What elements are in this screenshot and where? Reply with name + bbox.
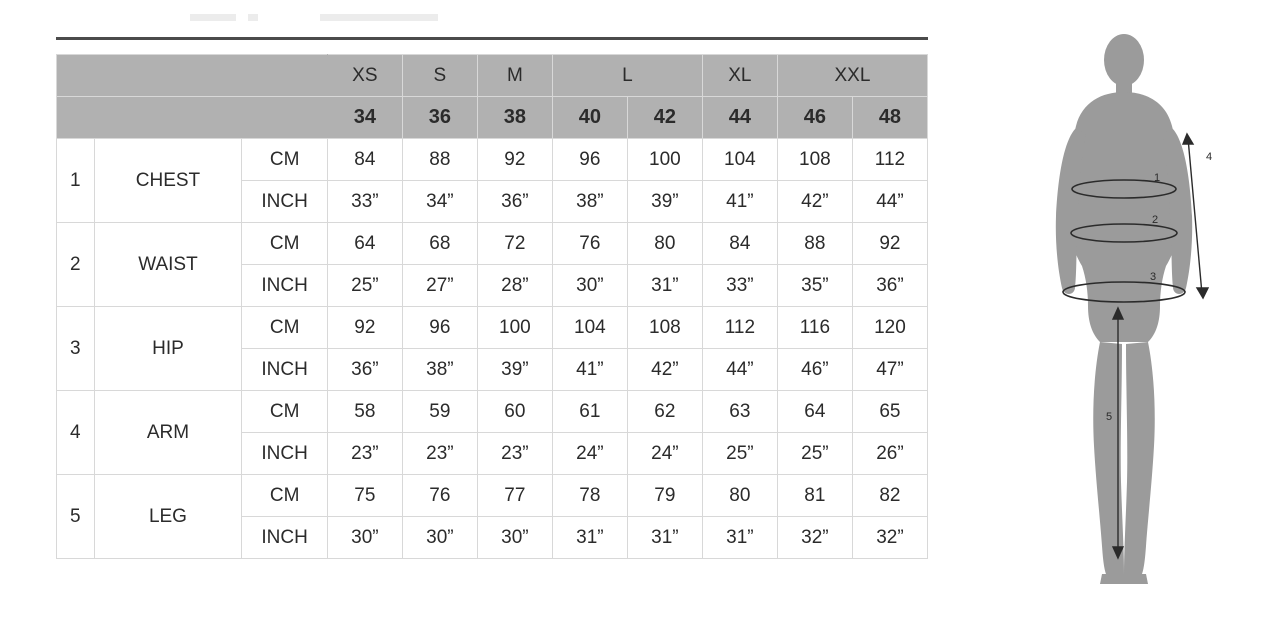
cell-leg-cm-44: 80 (702, 475, 777, 517)
unit-inch-hip: INCH (242, 349, 327, 391)
cell-waist-cm-34: 64 (327, 223, 402, 265)
cell-hip-inch-44: 44” (702, 349, 777, 391)
cell-chest-inch-36: 34” (402, 181, 477, 223)
header-size-xl: XL (702, 55, 777, 97)
cell-chest-cm-46: 108 (777, 139, 852, 181)
header-size-l: L (552, 55, 702, 97)
unit-cm-arm: CM (242, 391, 327, 433)
scan-artifact-1 (190, 14, 236, 21)
size-chart-table (56, 54, 928, 559)
cell-chest-cm-44: 104 (702, 139, 777, 181)
cell-chest-cm-48: 112 (852, 139, 927, 181)
cell-waist-inch-34: 25” (327, 265, 402, 307)
header-blank-cell-2 (57, 97, 328, 139)
marker-2-label: 2 (1152, 214, 1159, 226)
cell-arm-inch-38: 23” (477, 433, 552, 475)
row-label-hip: HIP (94, 307, 242, 391)
unit-cm-hip: CM (242, 307, 327, 349)
cell-waist-inch-38: 28” (477, 265, 552, 307)
unit-inch-chest: INCH (242, 181, 327, 223)
cell-arm-cm-46: 64 (777, 391, 852, 433)
cell-leg-cm-36: 76 (402, 475, 477, 517)
cell-arm-cm-42: 62 (627, 391, 702, 433)
cell-leg-cm-46: 81 (777, 475, 852, 517)
row-index-3: 3 (57, 307, 95, 391)
cell-arm-inch-48: 26” (852, 433, 927, 475)
cell-leg-inch-44: 31” (702, 517, 777, 559)
table-header-numeric-sizes (57, 97, 928, 139)
unit-cm-leg: CM (242, 475, 327, 517)
cell-hip-cm-40: 104 (552, 307, 627, 349)
cell-leg-cm-42: 79 (627, 475, 702, 517)
row-index-1: 1 (57, 139, 95, 223)
header-rule (56, 37, 928, 40)
cell-hip-inch-48: 47” (852, 349, 927, 391)
row-label-arm: ARM (94, 391, 242, 475)
row-label-chest: CHEST (94, 139, 242, 223)
cell-hip-inch-34: 36” (327, 349, 402, 391)
cell-chest-inch-44: 41” (702, 181, 777, 223)
header-num-38: 38 (477, 97, 552, 139)
cell-chest-inch-34: 33” (327, 181, 402, 223)
cell-hip-cm-42: 108 (627, 307, 702, 349)
cell-leg-cm-38: 77 (477, 475, 552, 517)
cell-chest-inch-40: 38” (552, 181, 627, 223)
unit-inch-waist: INCH (242, 265, 327, 307)
cell-arm-inch-36: 23” (402, 433, 477, 475)
cell-waist-cm-38: 72 (477, 223, 552, 265)
marker-1-label: 1 (1154, 172, 1161, 184)
cell-leg-cm-34: 75 (327, 475, 402, 517)
cell-leg-inch-34: 30” (327, 517, 402, 559)
cell-waist-cm-40: 76 (552, 223, 627, 265)
unit-inch-arm: INCH (242, 433, 327, 475)
cell-leg-inch-36: 30” (402, 517, 477, 559)
cell-chest-cm-34: 84 (327, 139, 402, 181)
cell-hip-inch-36: 38” (402, 349, 477, 391)
cell-leg-inch-38: 30” (477, 517, 552, 559)
cell-arm-inch-46: 25” (777, 433, 852, 475)
header-num-44: 44 (702, 97, 777, 139)
cell-hip-cm-46: 116 (777, 307, 852, 349)
table-row (57, 391, 928, 433)
row-label-waist: WAIST (94, 223, 242, 307)
cell-chest-cm-38: 92 (477, 139, 552, 181)
row-label-leg: LEG (94, 475, 242, 559)
header-size-s: S (402, 55, 477, 97)
cell-leg-cm-40: 78 (552, 475, 627, 517)
cell-hip-inch-42: 42” (627, 349, 702, 391)
cell-arm-inch-42: 24” (627, 433, 702, 475)
size-chart-table-wrap (56, 54, 928, 559)
measurement-figure (1020, 30, 1260, 590)
cell-chest-cm-40: 96 (552, 139, 627, 181)
cell-waist-cm-46: 88 (777, 223, 852, 265)
cell-waist-inch-36: 27” (402, 265, 477, 307)
cell-waist-inch-42: 31” (627, 265, 702, 307)
cell-arm-inch-34: 23” (327, 433, 402, 475)
cell-chest-inch-48: 44” (852, 181, 927, 223)
cell-leg-inch-46: 32” (777, 517, 852, 559)
cell-chest-inch-38: 36” (477, 181, 552, 223)
cell-leg-inch-40: 31” (552, 517, 627, 559)
cell-waist-inch-40: 30” (552, 265, 627, 307)
cell-hip-inch-40: 41” (552, 349, 627, 391)
table-row (57, 307, 928, 349)
cell-hip-inch-38: 39” (477, 349, 552, 391)
female-body-silhouette (1056, 34, 1192, 584)
marker-4-label: 4 (1206, 151, 1213, 163)
header-size-m: M (477, 55, 552, 97)
unit-inch-leg: INCH (242, 517, 327, 559)
cell-chest-inch-46: 42” (777, 181, 852, 223)
cell-arm-cm-48: 65 (852, 391, 927, 433)
header-blank-cell (57, 55, 328, 97)
scan-artifact-3 (320, 14, 438, 21)
cell-arm-cm-38: 60 (477, 391, 552, 433)
header-num-46: 46 (777, 97, 852, 139)
cell-waist-inch-44: 33” (702, 265, 777, 307)
cell-leg-cm-48: 82 (852, 475, 927, 517)
table-row (57, 139, 928, 181)
marker-5-label: 5 (1106, 411, 1113, 423)
cell-hip-cm-48: 120 (852, 307, 927, 349)
marker-3-label: 3 (1150, 271, 1157, 283)
header-size-xxl: XXL (777, 55, 927, 97)
cell-arm-cm-34: 58 (327, 391, 402, 433)
cell-hip-cm-44: 112 (702, 307, 777, 349)
cell-arm-inch-44: 25” (702, 433, 777, 475)
unit-cm-waist: CM (242, 223, 327, 265)
cell-arm-cm-44: 63 (702, 391, 777, 433)
table-row (57, 475, 928, 517)
header-num-34: 34 (327, 97, 402, 139)
cell-chest-cm-36: 88 (402, 139, 477, 181)
cell-waist-cm-44: 84 (702, 223, 777, 265)
header-num-36: 36 (402, 97, 477, 139)
cell-hip-cm-34: 92 (327, 307, 402, 349)
cell-arm-inch-40: 24” (552, 433, 627, 475)
cell-chest-cm-42: 100 (627, 139, 702, 181)
cell-hip-inch-46: 46” (777, 349, 852, 391)
cell-leg-inch-48: 32” (852, 517, 927, 559)
cell-leg-inch-42: 31” (627, 517, 702, 559)
table-row (57, 223, 928, 265)
table-header-letter-sizes (57, 55, 928, 97)
cell-waist-inch-48: 36” (852, 265, 927, 307)
header-size-xs: XS (327, 55, 402, 97)
cell-hip-cm-38: 100 (477, 307, 552, 349)
cell-hip-cm-36: 96 (402, 307, 477, 349)
cell-chest-inch-42: 39” (627, 181, 702, 223)
unit-cm-chest: CM (242, 139, 327, 181)
scan-artifact-2 (248, 14, 258, 21)
row-index-5: 5 (57, 475, 95, 559)
cell-waist-inch-46: 35” (777, 265, 852, 307)
header-num-40: 40 (552, 97, 627, 139)
cell-arm-cm-40: 61 (552, 391, 627, 433)
row-index-4: 4 (57, 391, 95, 475)
cell-arm-cm-36: 59 (402, 391, 477, 433)
row-index-2: 2 (57, 223, 95, 307)
header-num-42: 42 (627, 97, 702, 139)
cell-waist-cm-48: 92 (852, 223, 927, 265)
header-num-48: 48 (852, 97, 927, 139)
cell-waist-cm-36: 68 (402, 223, 477, 265)
cell-waist-cm-42: 80 (627, 223, 702, 265)
